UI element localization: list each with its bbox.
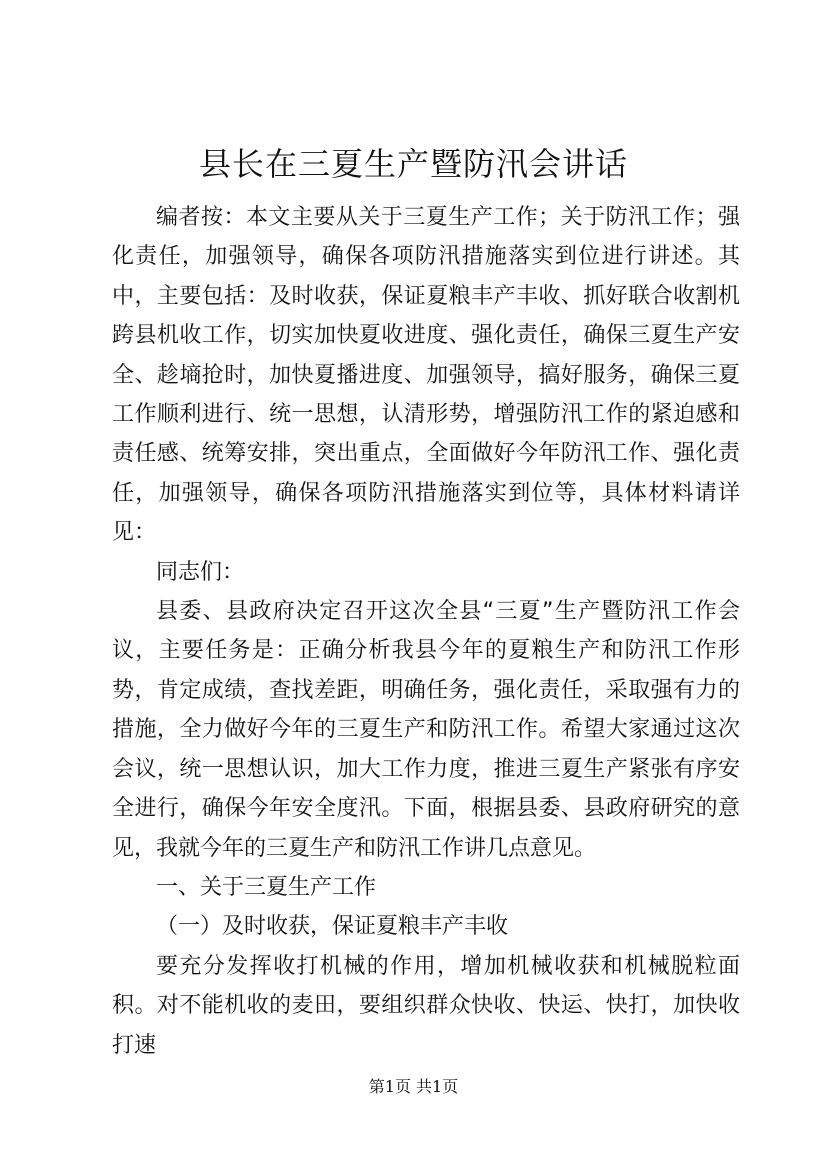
body-paragraph: 要充分发挥收打机械的作用，增加机械收获和机械脱粒面积。对不能机收的麦田，要组织群众快收、快运、快打，加快收打速 xyxy=(112,953,740,1058)
document-body xyxy=(112,198,740,1065)
salutation-paragraph: 同志们： xyxy=(156,559,245,585)
subsection-heading: （一）及时收获，保证夏粮丰产丰收 xyxy=(156,914,509,940)
page-footer: 第1页 共1页 xyxy=(368,1077,459,1096)
section-heading: 一、关于三夏生产工作 xyxy=(156,874,377,900)
intro-paragraph: 县委、县政府决定召开这次全县“三夏”生产暨防汛工作会议，主要任务是：正确分析我县今年的夏粮生产和防汛工作形势，肯定成绩，查找差距，明确任务，强化责任，采取强有力的措施，全力做好今年的三夏生产和防汛工作。希望大家通过这次会议，统一思想认识，加大工作力度，推进三夏生产紧张有序安全进行，确保今年安全度汛。下面，根据县委、县政府研究的意见，我就今年的三夏生产和防汛工作讲几点意见。 xyxy=(112,599,740,861)
editor-note-paragraph: 编者按：本文主要从关于三夏生产工作；关于防汛工作；强化责任，加强领导，确保各项防汛措施落实到位进行讲述。其中，主要包括：及时收获，保证夏粮丰产丰收、抓好联合收割机跨县机收工作，切实加快夏收进度、强化责任，确保三夏生产安全、趁墒抢时，加快夏播进度、加强领导，搞好服务，确保三夏工作顺利进行、统一思想，认清形势，增强防汛工作的紧迫感和责任感、统筹安排，突出重点，全面做好今年防汛工作、强化责任，加强领导，确保各项防汛措施落实到位等，具体材料请详见： xyxy=(112,205,740,546)
document-title: 县长在三夏生产暨防汛会讲话 xyxy=(198,145,628,183)
